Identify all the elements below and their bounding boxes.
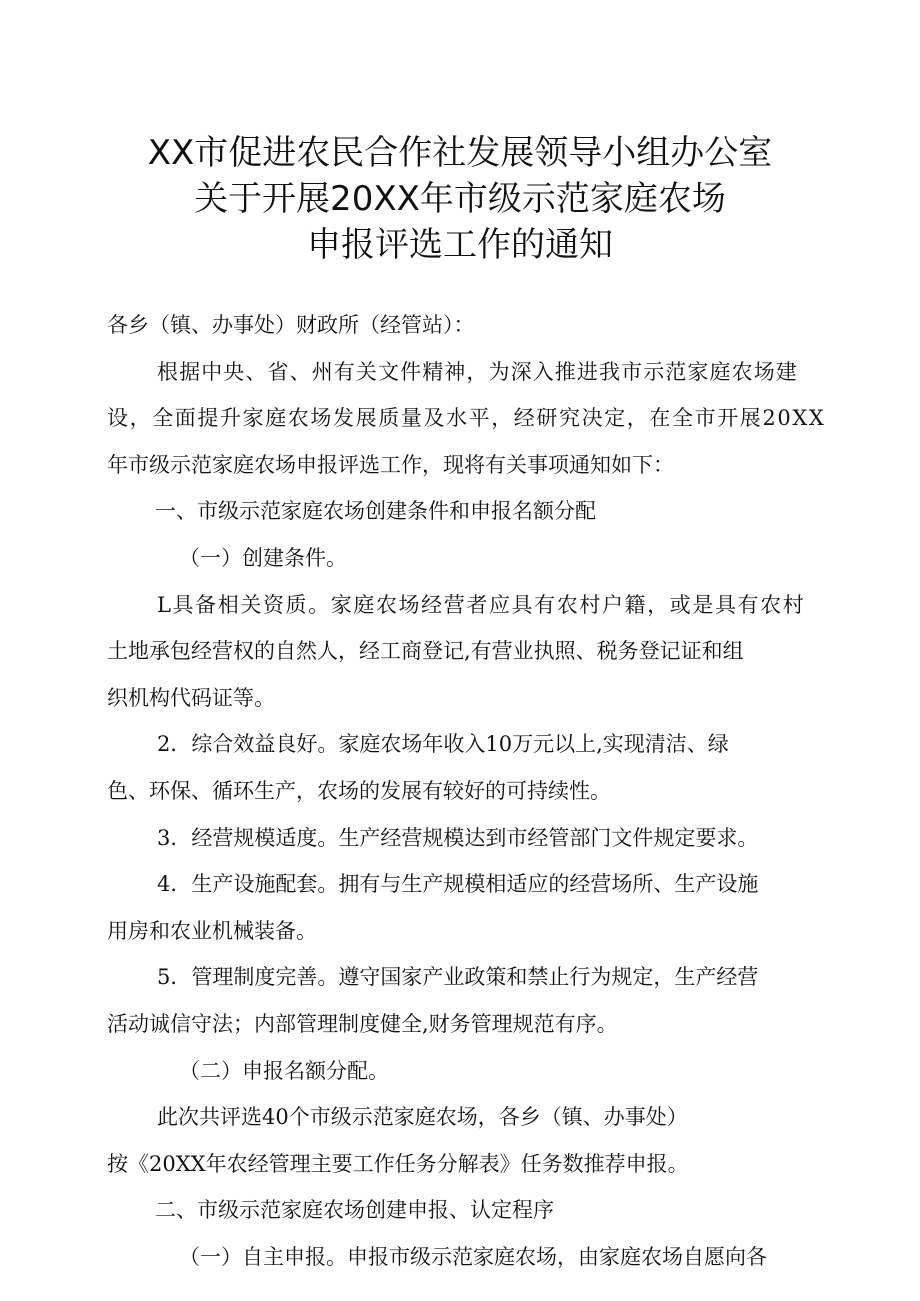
section-1-sub-1-heading: （一）创建条件。 [179, 545, 347, 570]
condition-3-line-1: 3．经营规模适度。生产经营规模达到市经管部门文件规定要求。 [157, 825, 759, 850]
condition-1-line-1: L具备相关资质。家庭农场经营者应具有农村户籍，或是具有农村 [157, 592, 806, 617]
condition-2-line-1: 2．综合效益良好。家庭农场年收入10万元以上,实现清洁、绿 [157, 732, 729, 757]
quota-line-1: 此次共评选40个市级示范家庭农场，各乡（镇、办事处） [157, 1105, 688, 1130]
intro-line-3: 年市级示范家庭农场申报评选工作，现将有关事项通知如下： [107, 452, 674, 477]
section-1-heading: 一、市级示范家庭农场创建条件和申报名额分配 [155, 499, 596, 524]
title-line-2: 关于开展20XX年市级示范家庭农场 [194, 179, 726, 219]
condition-4-line-1: 4．生产设施配套。拥有与生产规模相适应的经营场所、生产设施 [157, 872, 759, 897]
condition-1-line-3: 织机构代码证等。 [107, 685, 275, 710]
condition-5-line-1: 5．管理制度完善。遵守国家产业政策和禁止行为规定，生产经营 [157, 965, 759, 990]
salutation: 各乡（镇、办事处）财政所（经管站）： [107, 313, 475, 337]
document-body [107, 302, 827, 1280]
document-title [0, 130, 920, 268]
intro-line-1: 根据中央、省、州有关文件精神，为深入推进我市示范家庭农场建 [157, 359, 798, 384]
condition-1-line-2: 土地承包经营权的自然人，经工商登记,有营业执照、税务登记证和组 [107, 639, 744, 664]
intro-line-2: 设，全面提升家庭农场发展质量及水平，经研究决定，在全市开展20XX [107, 406, 826, 431]
condition-4-line-2: 用房和农业机械装备。 [107, 918, 317, 943]
title-line-3: 申报评选工作的通知 [307, 225, 613, 265]
section-2-heading: 二、市级示范家庭农场创建申报、认定程序 [155, 1198, 554, 1223]
condition-2-line-2: 色、环保、循环生产，农场的发展有较好的可持续性。 [107, 778, 611, 803]
title-line-1: XX市促进农民合作社发展领导小组办公室 [147, 133, 773, 173]
quota-line-2: 按《20XX年农经管理主要工作任务分解表》任务数推荐申报。 [107, 1151, 689, 1176]
section-1-sub-2-heading: （二）申报名额分配。 [179, 1058, 389, 1083]
section-2-sub-1-line: （一）自主申报。申报市级示范家庭农场，由家庭农场自愿向各 [179, 1244, 767, 1269]
condition-5-line-2: 活动诚信守法；内部管理制度健全,财务管理规范有序。 [107, 1011, 618, 1036]
